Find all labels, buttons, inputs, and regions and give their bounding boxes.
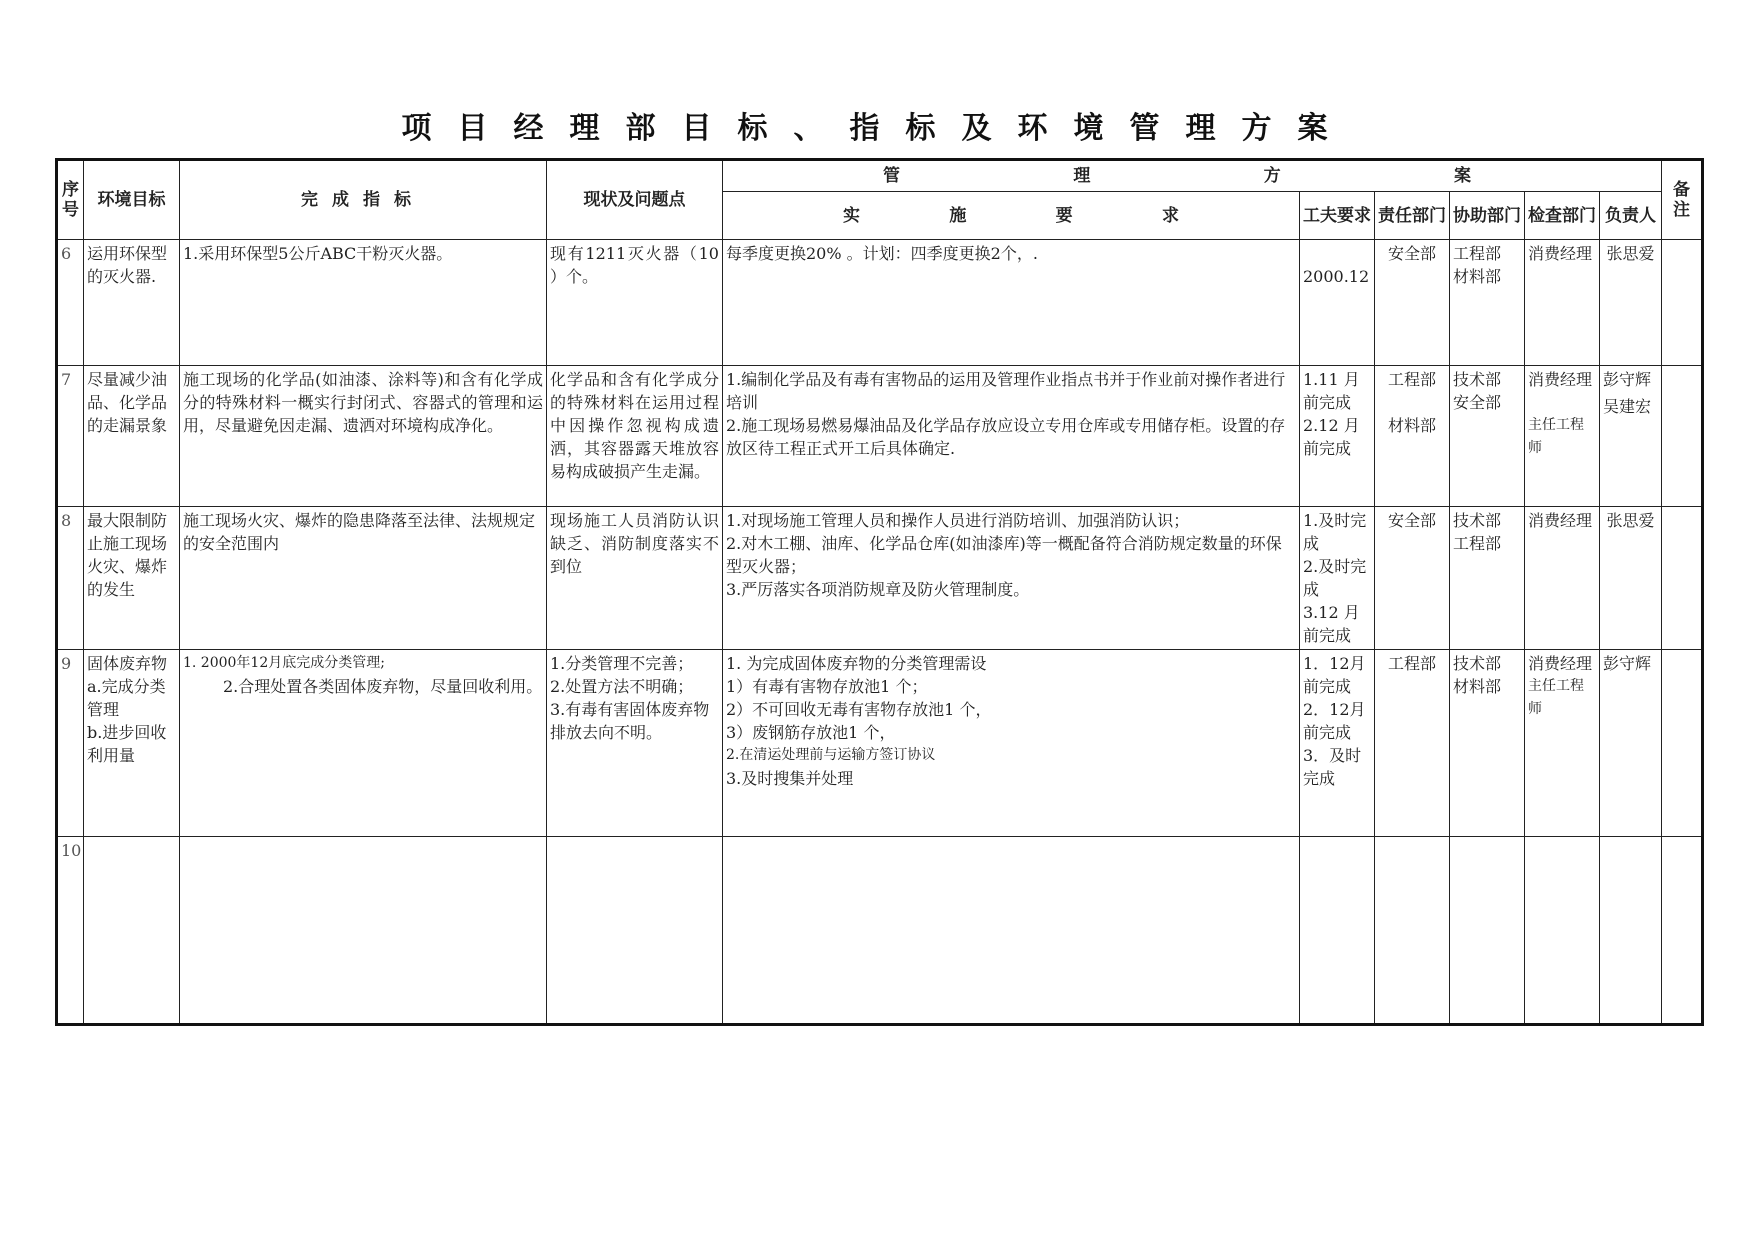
- cell-status: 现有1211灭火器（10 ）个。: [547, 240, 723, 366]
- cell-person: 彭守辉: [1600, 650, 1662, 837]
- cell-deadline: 1.11 月前完成 2.12 月前完成: [1300, 366, 1375, 507]
- environmental-plan-table: [55, 158, 1704, 1026]
- cell-goal: [84, 837, 180, 1025]
- cell-deadline: 2000.12: [1300, 240, 1375, 366]
- cell-deadline: 1.及时完成 2.及时完成 3.12 月前完成: [1300, 507, 1375, 650]
- table-row: [57, 837, 1703, 1025]
- cell-responsible: [1375, 837, 1450, 1025]
- header-management: 管理方案: [723, 160, 1662, 192]
- header-inspect-dept: 检查部门: [1525, 192, 1600, 240]
- cell-remark: [1662, 650, 1703, 837]
- cell-indicator: 1. 2000年12月底完成分类管理; 2.合理处置各类固体废弃物，尽量回收利用。: [180, 650, 547, 837]
- cell-inspect: 消费经理 主任工程师: [1525, 366, 1600, 507]
- cell-status: 1.分类管理不完善； 2.处置方法不明确； 3.有毒有害固体废弃物排放去向不明。: [547, 650, 723, 837]
- cell-status: 化学品和含有化学成分的特殊材料在运用过程中因操作忽视构成遗洒，其容器露天堆放容易构成破损产生走漏。: [547, 366, 723, 507]
- cell-person: 张思爱: [1600, 507, 1662, 650]
- cell-responsible: 安全部: [1375, 240, 1450, 366]
- cell-responsible: 工程部 材料部: [1375, 366, 1450, 507]
- header-implementation: 实施要求: [723, 192, 1300, 240]
- cell-inspect: 消费经理 主任工程师: [1525, 650, 1600, 837]
- cell-remark: [1662, 837, 1703, 1025]
- cell-person: [1600, 837, 1662, 1025]
- cell-inspect: 消费经理: [1525, 240, 1600, 366]
- cell-seq: 9: [57, 650, 84, 837]
- cell-assist: 工程部 材料部: [1450, 240, 1525, 366]
- cell-implementation: 每季度更换20% 。计划：四季度更换2个，.: [723, 240, 1300, 366]
- cell-assist: 技术部 工程部: [1450, 507, 1525, 650]
- cell-assist: 技术部 安全部: [1450, 366, 1525, 507]
- cell-goal: 固体废弃物 a.完成分类管理 b.进步回收利用量: [84, 650, 180, 837]
- cell-inspect: 消费经理: [1525, 507, 1600, 650]
- table-row: [57, 366, 1703, 507]
- cell-indicator: 1.采用环保型5公斤ABC干粉灭火器。: [180, 240, 547, 366]
- cell-implementation: 1.编制化学品及有毒有害物品的运用及管理作业指点书并于作业前对操作者进行培训 2.施工现场易燃易爆油品及化学品存放应设立专用仓库或专用储存柜。设置的存放区待工程正式开工后具体确定.: [723, 366, 1300, 507]
- cell-status: 现场施工人员消防认识缺乏、消防制度落实不到位: [547, 507, 723, 650]
- cell-implementation: [723, 837, 1300, 1025]
- header-status: 现状及问题点: [547, 160, 723, 240]
- header-seq: 序号: [57, 160, 84, 240]
- header-person: 负责人: [1600, 192, 1662, 240]
- cell-remark: [1662, 366, 1703, 507]
- cell-indicator: [180, 837, 547, 1025]
- cell-seq: 6: [57, 240, 84, 366]
- header-assist-dept: 协助部门: [1450, 192, 1525, 240]
- cell-person: 彭守辉 吴建宏: [1600, 366, 1662, 507]
- table-row: [57, 240, 1703, 366]
- cell-goal: 最大限制防止施工现场火灾、爆炸的发生: [84, 507, 180, 650]
- cell-remark: [1662, 240, 1703, 366]
- table-row: [57, 507, 1703, 650]
- header-env-goal: 环境目标: [84, 160, 180, 240]
- cell-person: 张思爱: [1600, 240, 1662, 366]
- cell-inspect: [1525, 837, 1600, 1025]
- header-deadline: 工夫要求: [1300, 192, 1375, 240]
- cell-remark: [1662, 507, 1703, 650]
- cell-indicator: 施工现场火灾、爆炸的隐患降落至法律、法规规定的安全范围内: [180, 507, 547, 650]
- document-title: 项目经理部目标、指标及环境管理方案: [401, 111, 1354, 146]
- cell-goal: 尽量减少油品、化学品的走漏景象: [84, 366, 180, 507]
- table-row: [57, 650, 1703, 837]
- cell-seq: 10: [57, 837, 84, 1025]
- cell-deadline: [1300, 837, 1375, 1025]
- cell-seq: 7: [57, 366, 84, 507]
- cell-implementation: 1.对现场施工管理人员和操作人员进行消防培训、加强消防认识； 2.对木工棚、油库、化学品仓库(如油漆库)等一概配备符合消防规定数量的环保型灭火器； 3.严厉落实各项消防规章及防火管理制度。: [723, 507, 1300, 650]
- header-indicator: 完成指标: [180, 160, 547, 240]
- cell-status: [547, 837, 723, 1025]
- cell-responsible: 工程部: [1375, 650, 1450, 837]
- cell-indicator: 施工现场的化学品(如油漆、涂料等)和含有化学成分的特殊材料一概实行封闭式、容器式的管理和运用，尽量避免因走漏、遗洒对环境构成净化。: [180, 366, 547, 507]
- cell-seq: 8: [57, 507, 84, 650]
- cell-deadline: 1．12月前完成 2．12月前完成 3．及时完成: [1300, 650, 1375, 837]
- cell-assist: [1450, 837, 1525, 1025]
- cell-implementation: 1. 为完成固体废弃物的分类管理需设 1）有毒有害物存放池1 个； 2）不可回收无毒有害物存放池1 个， 3）废钢筋存放池1 个， 2.在清运处理前与运输方签订协议 3.及时搜集并处理: [723, 650, 1300, 837]
- header-responsible-dept: 责任部门: [1375, 192, 1450, 240]
- cell-assist: 技术部 材料部: [1450, 650, 1525, 837]
- header-remark: 备注: [1662, 160, 1703, 240]
- cell-goal: 运用环保型的灭火器.: [84, 240, 180, 366]
- cell-responsible: 安全部: [1375, 507, 1450, 650]
